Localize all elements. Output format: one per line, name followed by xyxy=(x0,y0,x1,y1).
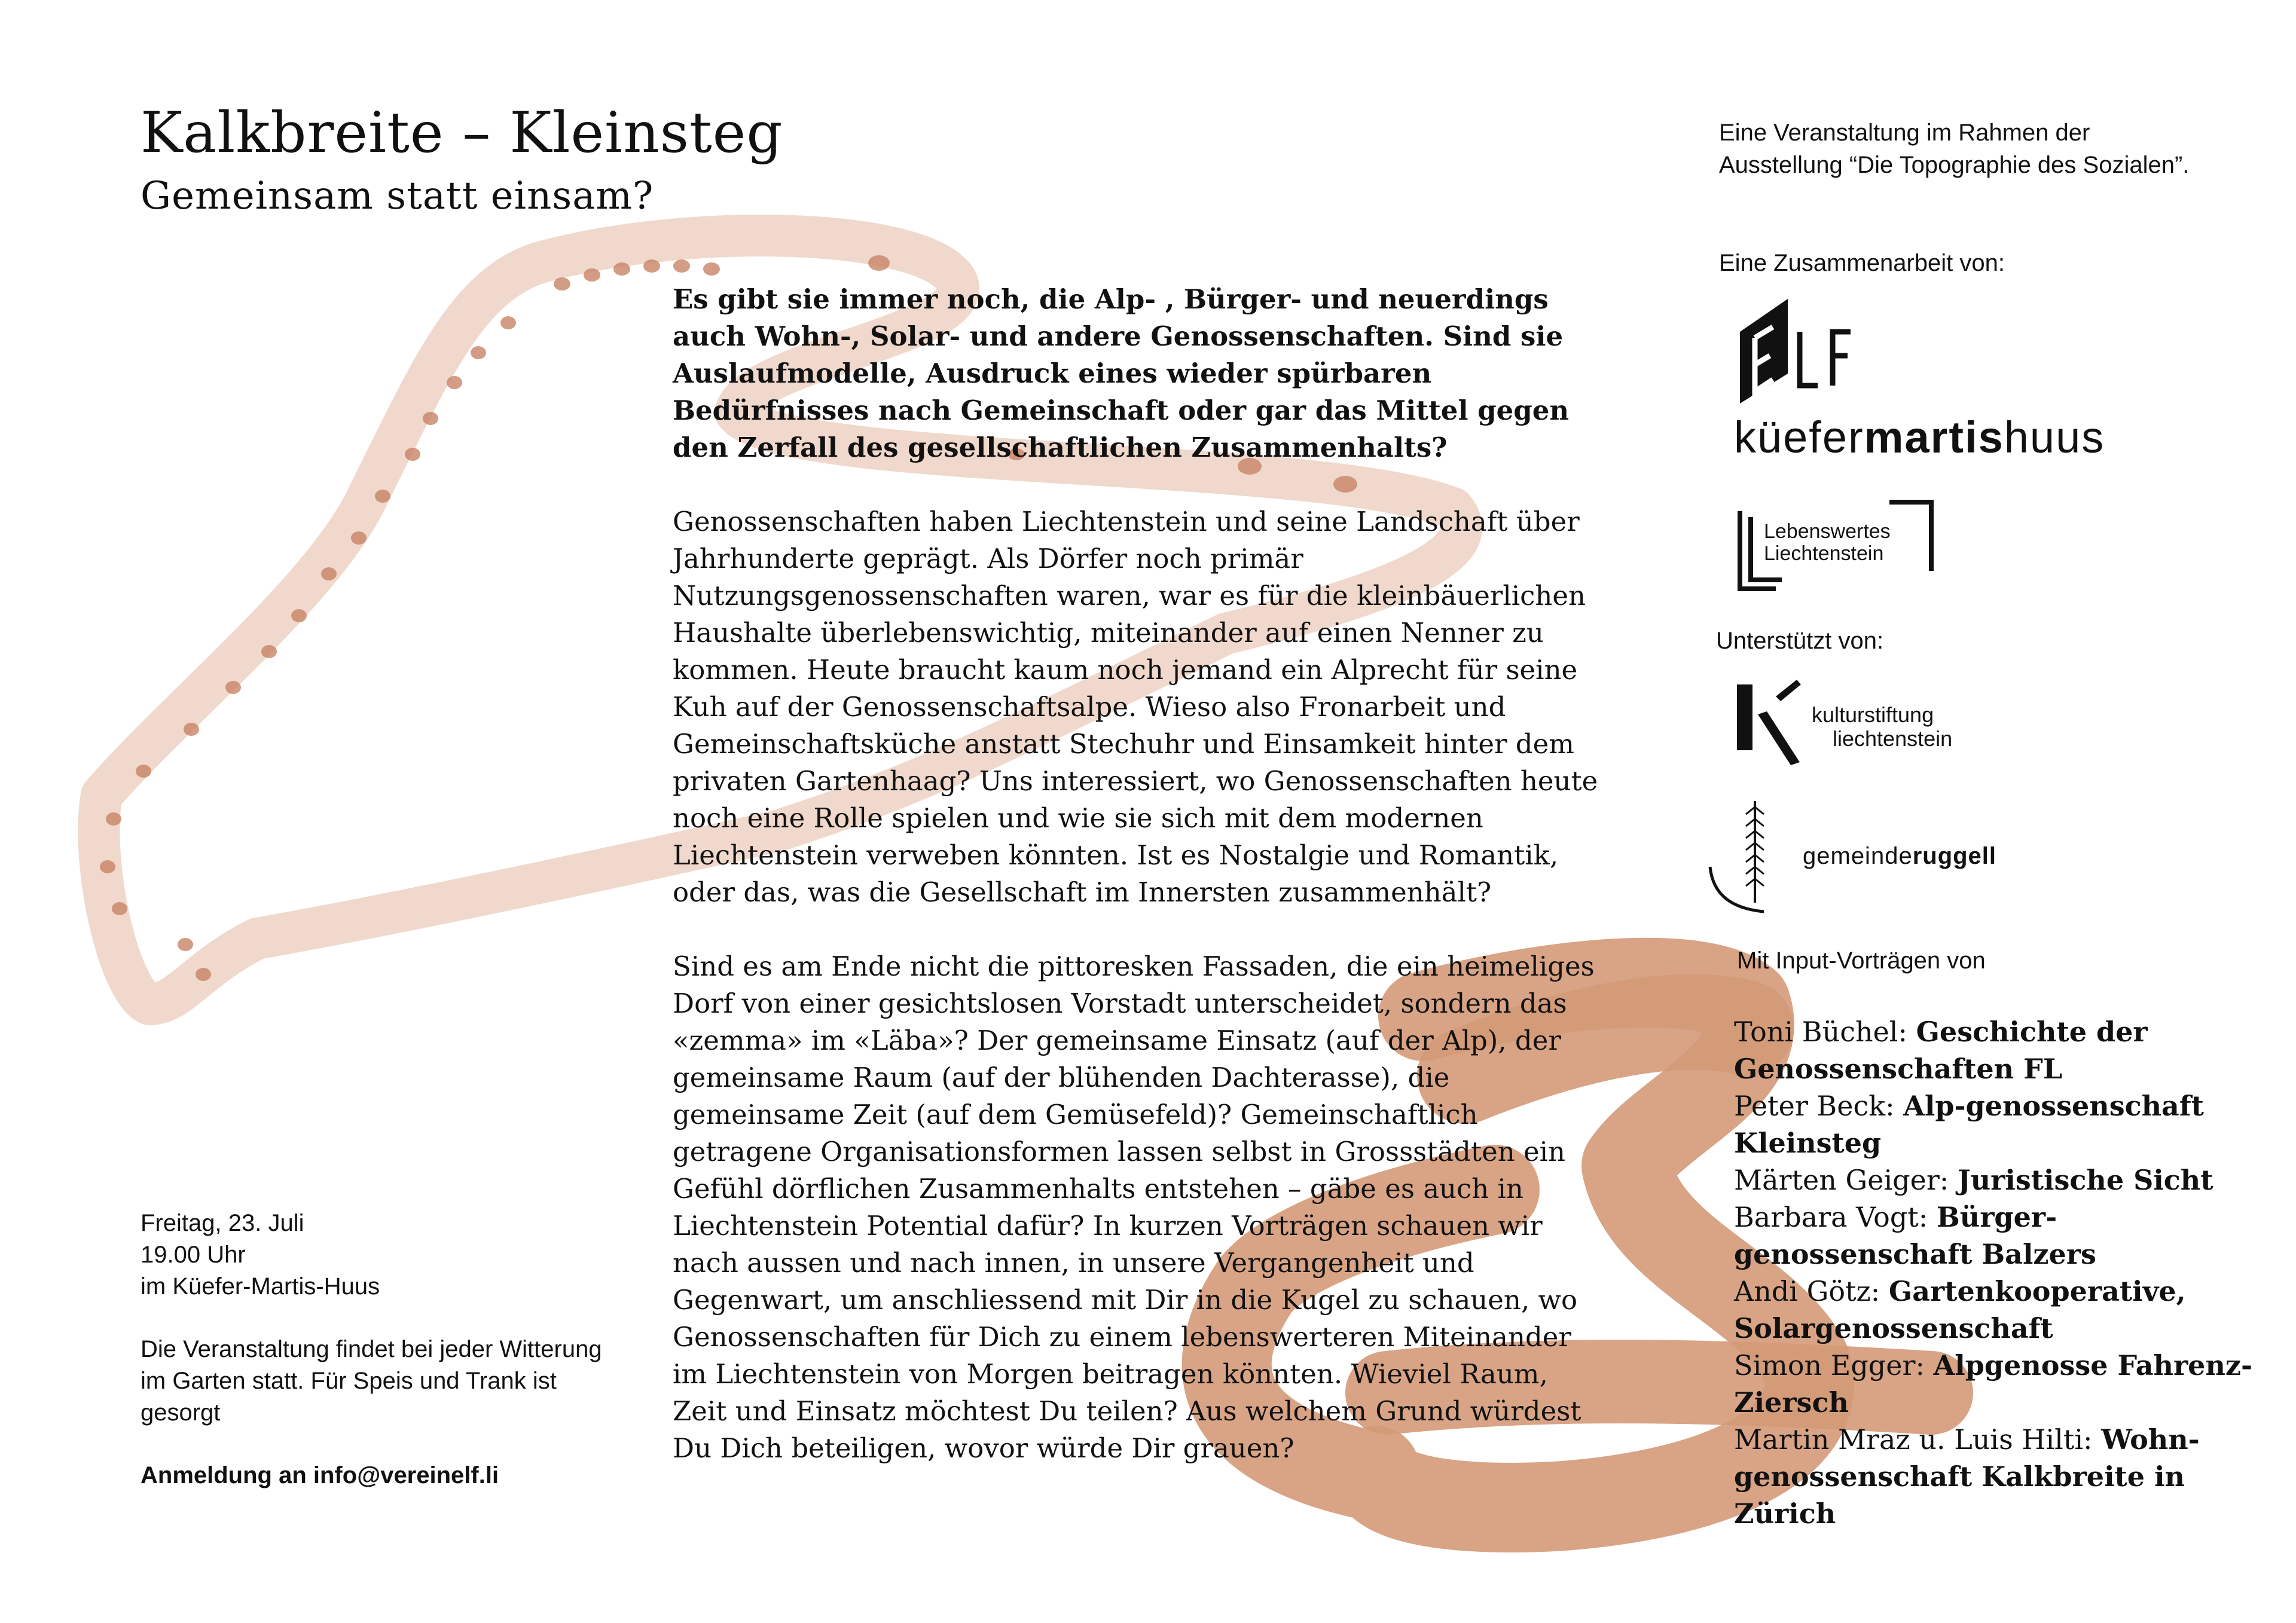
body-text xyxy=(673,281,1605,1504)
kuefer-logo-light: küefer xyxy=(1734,412,1864,462)
kuefer-logo-end: huus xyxy=(2004,412,2105,462)
gemeinde-text: gemeinde xyxy=(1803,843,1913,869)
speaker-list xyxy=(1734,1013,2284,1532)
body-paragraph: Genossenschaften haben Liechtenstein und seine Landschaft über Jahrhunderte geprägt. Als Dörfer noch primär Nutzungsgenossenschaften waren, war es für die kleinbäuerlichen Haushalte überlebenswichtig, miteinander auf einen Nenner zu kommen. Heute braucht kaum noch jemand ein Alprecht für seine Kuh auf der Genossenschaftsalpe. Wieso also Fronarbeit und Gemeinschaftsküche anstatt Stechuhr und Einsamkeit hinter dem privaten Gartenhaag? Uns interessiert, wo Genossenschaften heute noch eine Rolle spielen und wie sie sich mit dem modernen Liechtenstein verweben könnten. Ist es Nostalgie und Romantik, oder das, was die Gesellschaft im Innersten zusammenhält? xyxy=(673,506,1598,908)
speaker-name: Märten Geiger: xyxy=(1734,1164,1949,1196)
speaker-name: Simon Egger: xyxy=(1734,1349,1925,1381)
lebenswertes-liechtenstein-logo xyxy=(1734,499,1937,595)
speaker-item xyxy=(1734,1013,2284,1087)
event-time: 19.00 Uhr xyxy=(141,1242,246,1268)
kuefer-logo-bold: martis xyxy=(1864,412,2004,462)
weather-note: Die Veranstaltung findet bei jeder Witterung im Garten statt. Für Speis und Trank ist gesorgt xyxy=(141,1336,602,1426)
collab-label: Eine Zusammenarbeit von: xyxy=(1719,250,2005,276)
kulturstiftung-logo xyxy=(1734,678,2003,768)
ruggell-text: ruggell xyxy=(1912,843,1997,869)
speaker-item xyxy=(1734,1162,2284,1199)
body-paragraph-lead: Es gibt sie immer noch, die Alp- , Bürger- und neuerdings auch Wohn-, Solar- und andere Genossenschaften. Sind sie Auslaufmodelle, Ausdruck eines wieder spürbaren Bedürfnisses nach Gemeinschaft oder gar das Mittel gegen den Zerfall des gesellschaftlichen Zusammenhalts? xyxy=(673,283,1570,463)
event-info xyxy=(141,1208,619,1491)
speaker-name: Barbara Vogt: xyxy=(1734,1201,1928,1233)
elf-logo-mark xyxy=(1737,296,1857,404)
lebenswertes-line-2: Liechtenstein xyxy=(1764,542,1884,565)
page-subtitle: Gemeinsam statt einsam? xyxy=(141,174,654,218)
speaker-topic: Geschichte der Genossenschaften FL xyxy=(1734,1016,2148,1085)
speaker-name: Peter Beck: xyxy=(1734,1090,1895,1122)
elf-logo xyxy=(1737,296,1857,404)
speaker-topic: Juristische Sicht xyxy=(1957,1164,2213,1196)
speaker-name: Toni Büchel: xyxy=(1734,1016,1908,1048)
gemeinde-ruggell-wordmark xyxy=(1803,843,1996,870)
context-text: Eine Veranstaltung im Rahmen der Ausstellung “Die Topographie des Sozialen”. xyxy=(1719,120,2190,178)
speaker-item xyxy=(1734,1347,2284,1421)
speaker-item xyxy=(1734,1273,2284,1347)
body-paragraph: Sind es am Ende nicht die pittoresken Fassaden, die ein heimeliges Dorf von einer gesichtslosen Vorstadt unterscheidet, sondern das «zemma» im «Läba»? Der gemeinsame Einsatz (auf der Alp), der gemeinsame Raum (auf der blühenden Dachterasse), die gemeinsame Zeit (auf dem Gemüsefeld)? Gemeinschaftlich getragene Organisationsformen lassen selbst in Grossstädten ein Gefühl dörflichen Zusammenhalts entstehen – gäbe es auch in Liechtenstein Potential dafür? In kurzen Vorträgen schauen wir nach aussen und nach innen, in unsere Vergangenheit und Gegenwart, um anschliessend mit Dir in die Kugel zu schauen, wo Genossenschaften für Dich zu einem lebenswerteren Miteinander im Liechtenstein von Morgen beitragen könnten. Wieviel Raum, Zeit und Einsatz möchtest Du teilen? Aus welchem Grund würdest Du Dich beteiligen, wovor würde Dir grauen? xyxy=(673,950,1595,1464)
kuefer-martis-huus-logo xyxy=(1734,412,2105,462)
registration-email[interactable]: Anmeldung an info@vereinelf.li xyxy=(141,1462,499,1488)
event-date: Freitag, 23. Juli xyxy=(141,1210,304,1236)
speaker-topic: Alp-genossenschaft Kleinsteg xyxy=(1734,1090,2204,1159)
speaker-name: Andi Götz: xyxy=(1734,1275,1880,1307)
wheat-icon xyxy=(1698,795,1794,915)
page-title: Kalkbreite – Kleinsteg xyxy=(141,100,783,166)
speaker-topic: Alpgenosse Fahrenz-Ziersch xyxy=(1734,1349,2253,1419)
kulturstiftung-logo-mark xyxy=(1734,678,1812,768)
speaker-item xyxy=(1734,1199,2284,1273)
speaker-topic: Gartenkooperative, Solargenossenschaft xyxy=(1734,1275,2186,1344)
event-context xyxy=(1719,117,2197,181)
event-place: im Küefer-Martis-Huus xyxy=(141,1273,380,1300)
speaker-topic: Bürger-genossenschaft Balzers xyxy=(1734,1201,2096,1270)
speaker-topic: Wohn-genossenschaft Kalkbreite in Zürich xyxy=(1734,1423,2200,1530)
lebenswertes-line-1: Lebenswertes xyxy=(1764,520,1891,543)
gemeinde-ruggell-logo xyxy=(1698,795,2081,915)
kulturstiftung-line-2: liechtenstein xyxy=(1833,726,1953,751)
speaker-name: Martin Mraz u. Luis Hilti: xyxy=(1734,1423,2093,1456)
support-label: Unterstützt von: xyxy=(1716,628,1884,654)
kulturstiftung-line-1: kulturstiftung xyxy=(1812,702,1934,727)
inputs-label: Mit Input-Vorträgen von xyxy=(1737,947,1986,974)
speaker-item xyxy=(1734,1087,2284,1162)
speaker-item xyxy=(1734,1421,2284,1532)
